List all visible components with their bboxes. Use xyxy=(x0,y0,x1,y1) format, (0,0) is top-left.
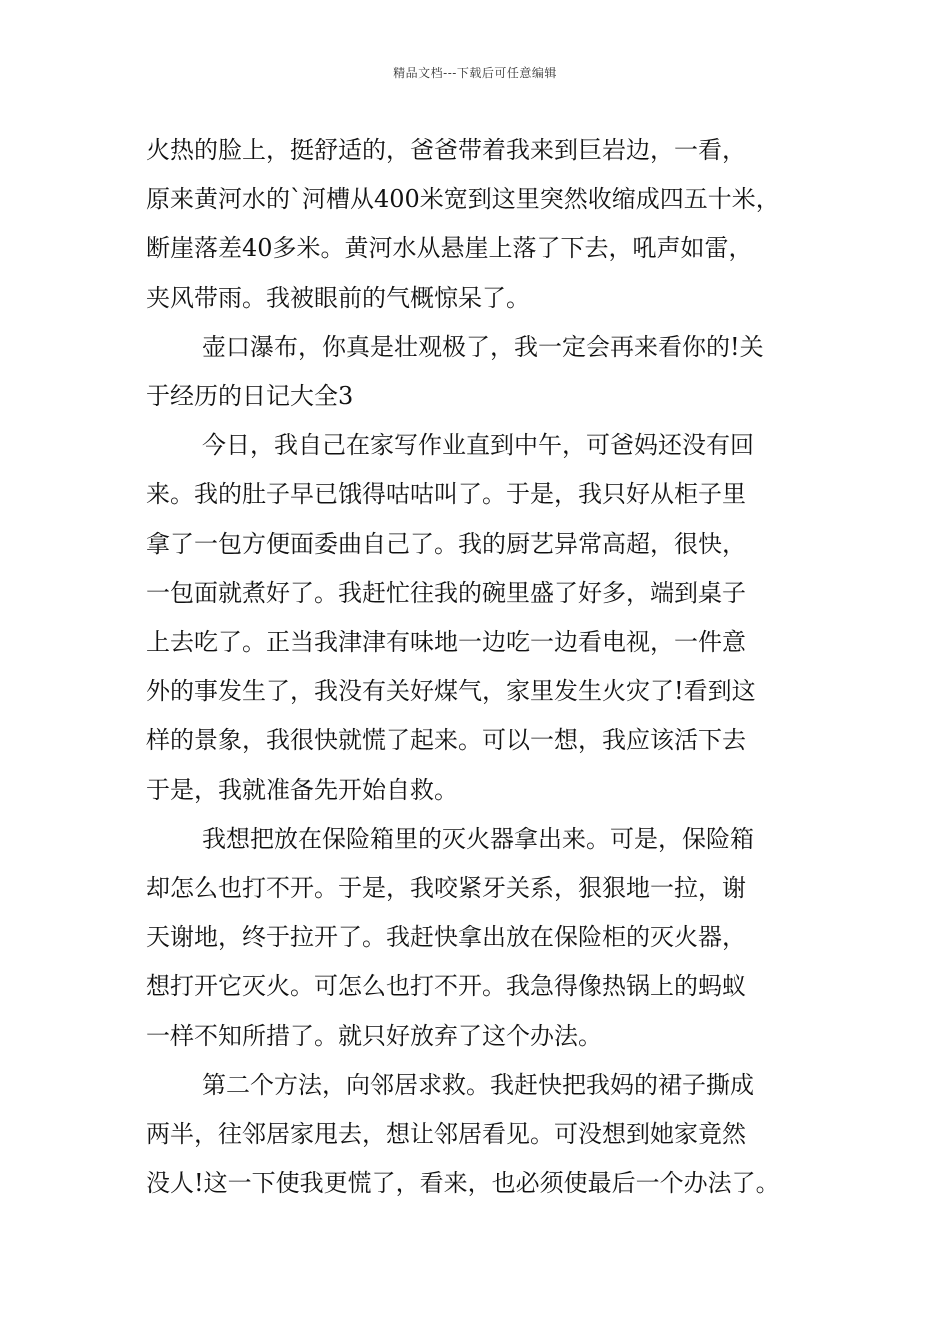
text-line: 两半，往邻居家甩去，想让邻居看见。可没想到她家竟然 xyxy=(146,1120,746,1149)
text-line: 上去吃了。正当我津津有味地一边吃一边看电视，一件意 xyxy=(146,628,746,657)
paragraph xyxy=(146,815,810,1061)
text-line: 外的事发生了，我没有关好煤气，家里发生火灾了!看到这 xyxy=(146,677,756,706)
page-header: 精品文档---下载后可任意编辑 xyxy=(393,66,557,80)
text-line: 我想把放在保险箱里的灭火器拿出来。可是，保险箱 xyxy=(202,824,754,853)
text-line: 天谢地，终于拉开了。我赶快拿出放在保险柜的灭火器， xyxy=(146,923,746,952)
text-line: 第二个方法，向邻居求救。我赶快把我妈的裙子撕成 xyxy=(202,1070,754,1099)
text-line: 拿了一包方便面委曲自己了。我的厨艺异常高超，很快， xyxy=(146,529,746,558)
text-line: 一样不知所措了。就只好放弃了这个办法。 xyxy=(146,1021,602,1050)
paragraph xyxy=(146,323,810,421)
document-body xyxy=(146,126,810,1208)
paragraph xyxy=(146,421,810,815)
text-line: 于是，我就准备先开始自救。 xyxy=(146,775,458,804)
text-line: 于经历的日记大全3 xyxy=(146,382,354,411)
text-line: 却怎么也打不开。于是，我咬紧牙关系，狠狠地一拉，谢 xyxy=(146,874,746,903)
paragraph xyxy=(146,126,810,323)
text-line: 样的景象，我很快就慌了起来。可以一想，我应该活下去 xyxy=(146,726,746,755)
text-line: 想打开它灭火。可怎么也打不开。我急得像热锅上的蚂蚁 xyxy=(146,972,746,1001)
text-line: 一包面就煮好了。我赶忙往我的碗里盛了好多，端到桌子 xyxy=(146,578,746,607)
text-line: 断崖落差40多米。黄河水从悬崖上落了下去，吼声如雷， xyxy=(146,234,753,263)
text-line: 壶口瀑布，你真是壮观极了，我一定会再来看你的!关 xyxy=(202,332,764,361)
paragraph xyxy=(146,1061,810,1209)
text-line: 没人!这一下使我更慌了，看来，也必须使最后一个办法了。 xyxy=(146,1169,780,1198)
text-line: 今日，我自己在家写作业直到中午，可爸妈还没有回 xyxy=(202,431,754,460)
text-line: 火热的脸上，挺舒适的，爸爸带着我来到巨岩边，一看， xyxy=(146,136,746,164)
text-line: 来。我的肚子早已饿得咕咕叫了。于是，我只好从柜子里 xyxy=(146,480,746,509)
text-line: 原来黄河水的`河槽从400米宽到这里突然收缩成四五十米， xyxy=(146,185,780,214)
text-line: 夹风带雨。我被眼前的气概惊呆了。 xyxy=(146,283,530,312)
